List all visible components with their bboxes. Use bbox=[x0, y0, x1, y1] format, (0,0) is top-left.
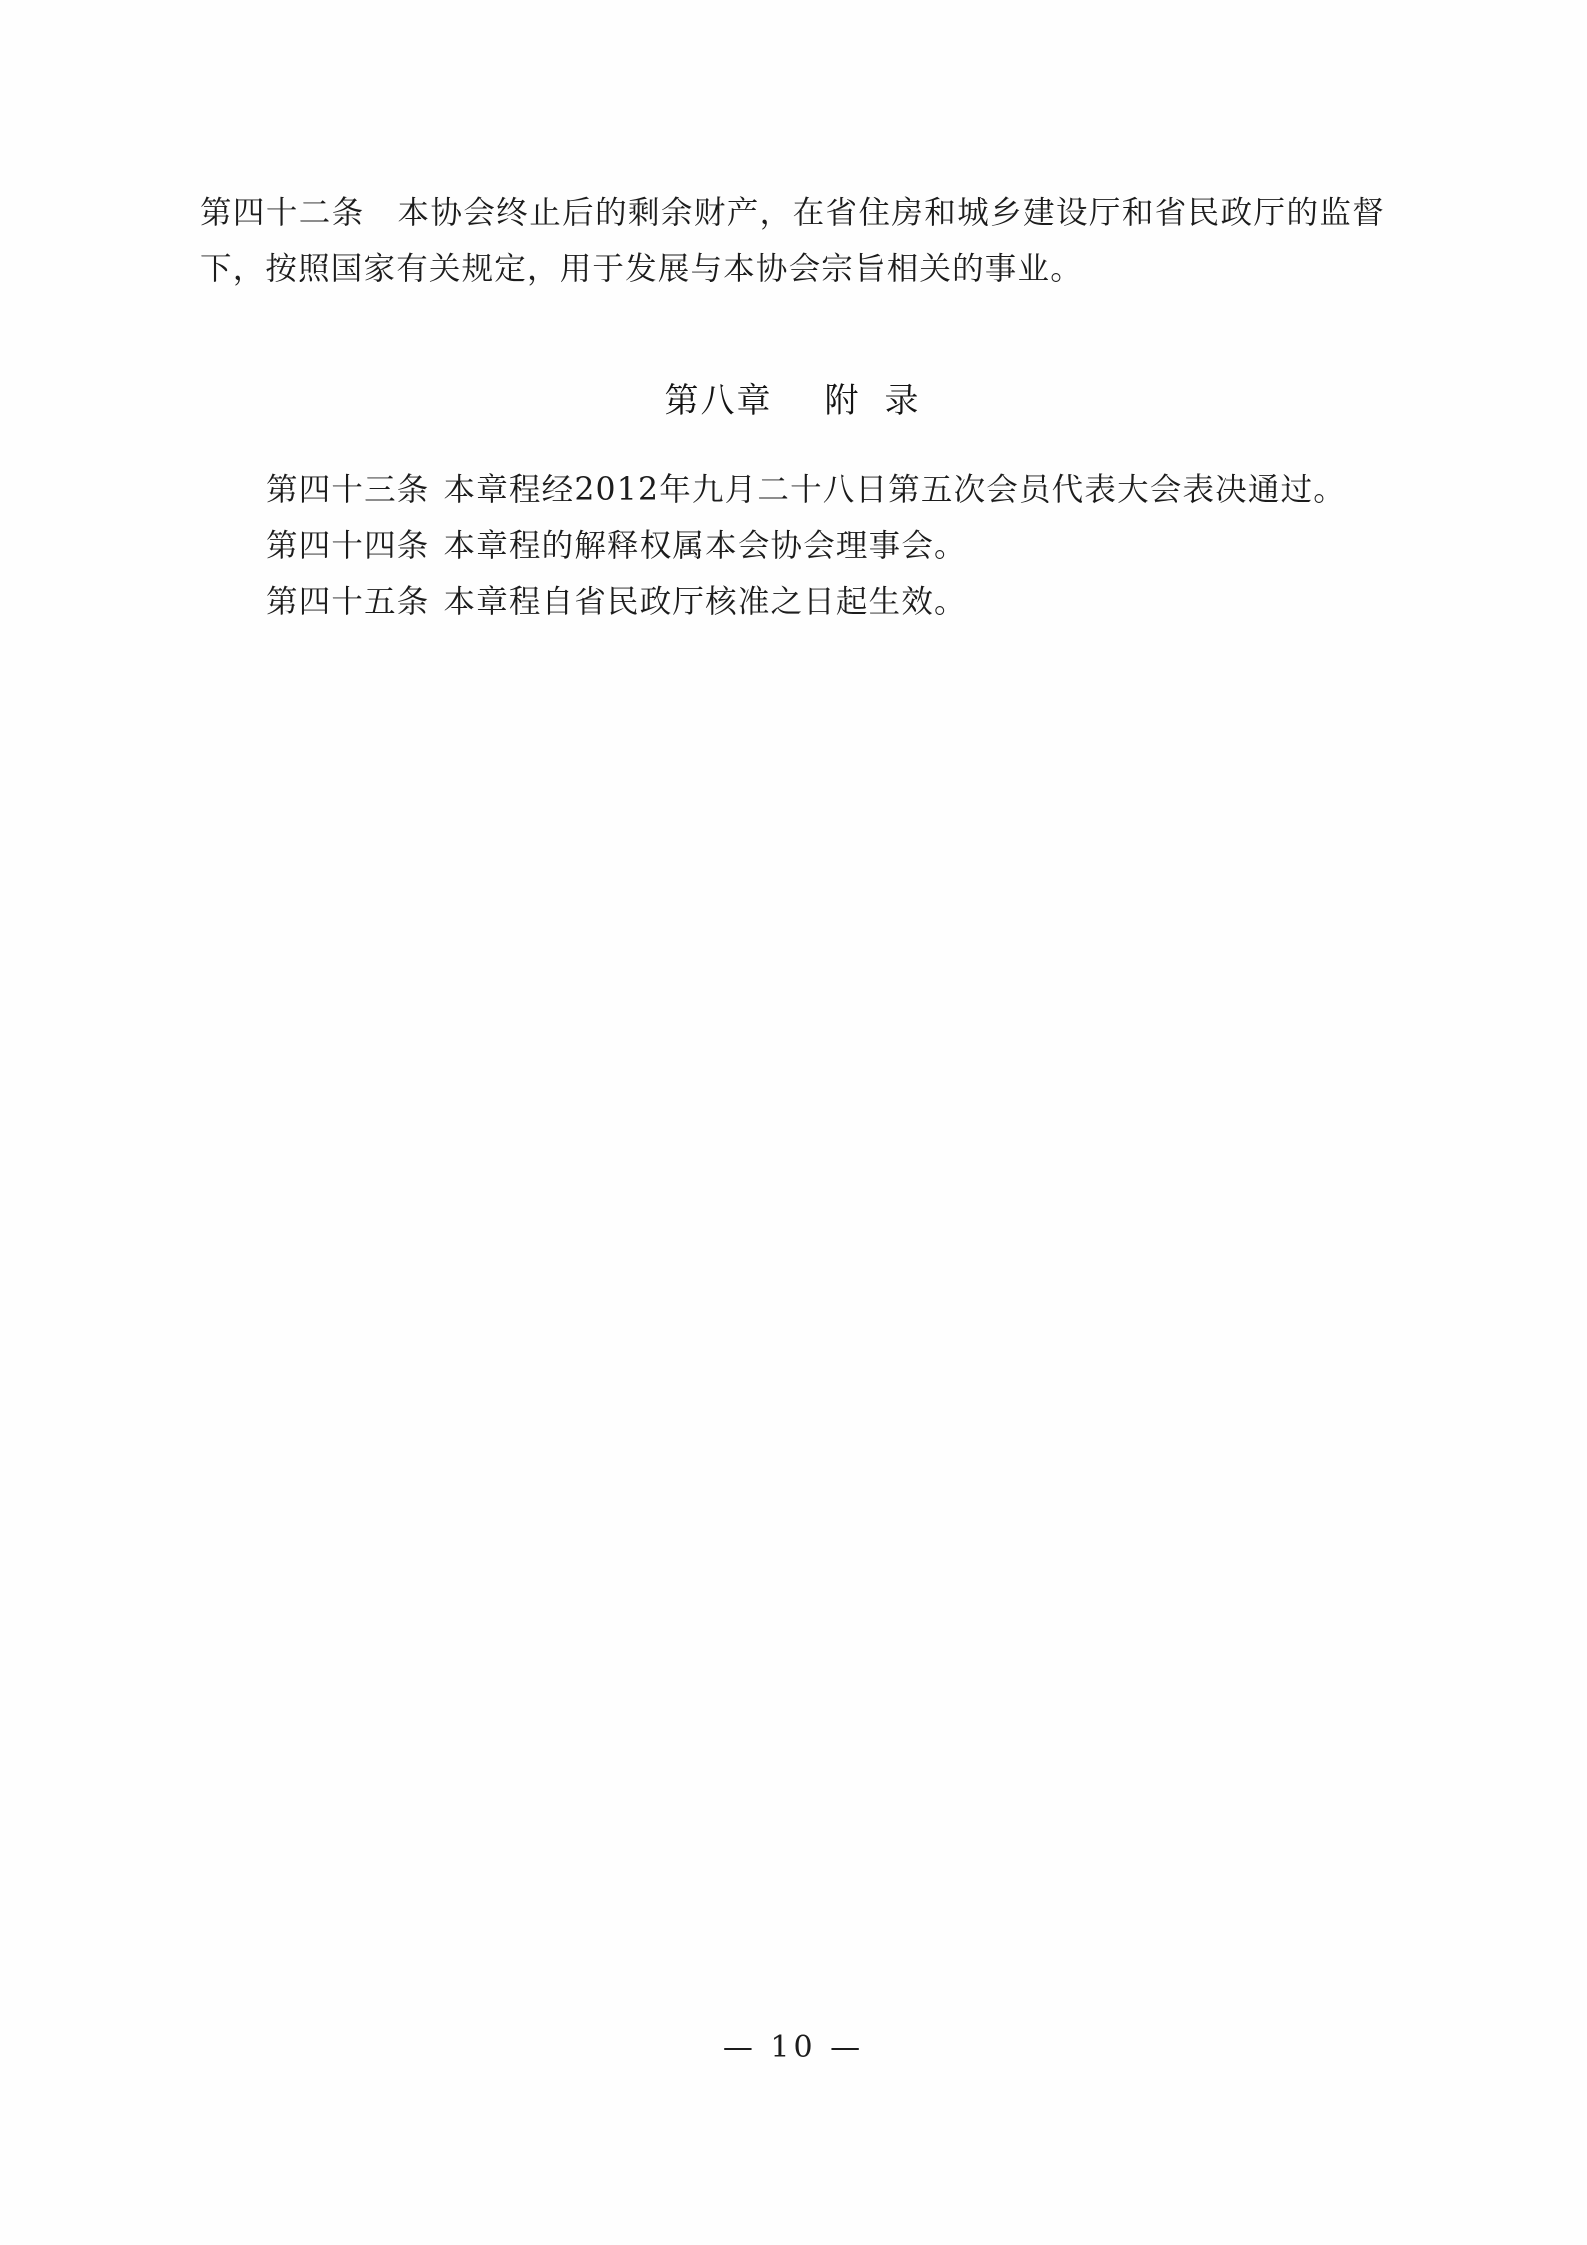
page-content bbox=[200, 185, 1385, 630]
article-text-43: 本章程经2012年九月二十八日第五次会员代表大会表决通过。 bbox=[443, 472, 1346, 509]
paragraph-article-44 bbox=[200, 518, 1385, 574]
article-label-43: 第四十三条 bbox=[266, 472, 430, 509]
chapter-heading bbox=[200, 373, 1385, 422]
chapter-title-char-1: 附 bbox=[824, 381, 861, 422]
chapter-number: 第八章 bbox=[664, 381, 773, 422]
page-number: — 10 — bbox=[722, 2030, 865, 2065]
page-footer bbox=[0, 2030, 1587, 2065]
paragraph-text: 第四十二条 本协会终止后的剩余财产，在省住房和城乡建设厅和省民政厅的监督下，按照国家有关规定，用于发展与本协会宗旨相关的事业。 bbox=[200, 195, 1385, 288]
paragraph-article-43 bbox=[200, 462, 1385, 518]
article-text-45: 本章程自省民政厅核准之日起生效。 bbox=[443, 584, 967, 621]
paragraph-article-42 bbox=[200, 185, 1385, 297]
article-text-44: 本章程的解释权属本会协会理事会。 bbox=[443, 528, 967, 565]
chapter-title-char-2: 录 bbox=[884, 381, 921, 422]
article-label-45: 第四十五条 bbox=[266, 584, 430, 621]
article-label-44: 第四十四条 bbox=[266, 528, 430, 565]
paragraph-article-45 bbox=[200, 574, 1385, 630]
